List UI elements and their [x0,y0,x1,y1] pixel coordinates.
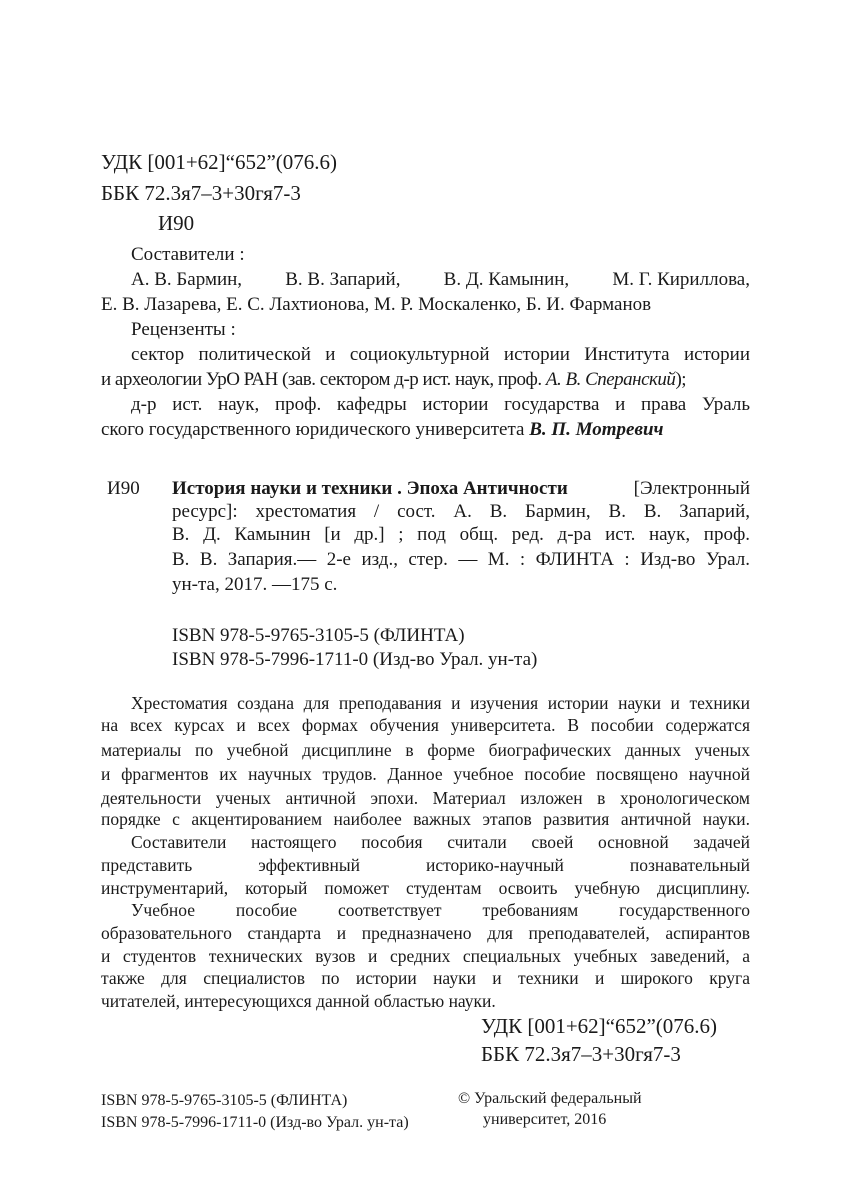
record-line-2: ресурс]: хрестоматия / сост. А. В. Бармин, В. В. Запарий, [172,501,750,522]
footer-bbk-code: ББК 72.3я7–3+30гя7-3 [481,1042,681,1066]
copyright-line-2: университет, 2016 [483,1111,607,1128]
compilers-line-1 [131,268,750,291]
reviewer-1-line-1: сектор политической и социокультурной истории Института истории [131,344,750,365]
compiler-name: В. В. Запарий, [285,269,401,290]
record-line-1: История науки и техники . Эпоха Античности [Электронный [172,478,750,499]
compilers-line-2: Е. В. Лазарева, Е. С. Лахтионова, М. Р. Москаленко, Б. И. Фарманов [101,294,652,315]
record-line-3: В. Д. Камынин [и др.] ; под общ. ред. д-ра ист. наук, проф. [172,524,750,545]
book-title: История науки и техники . Эпоха Античности [172,478,568,499]
record-line-5: ун-та, 2017. —175 с. [172,574,338,595]
compilers-label: Составители : [131,244,245,265]
abstract-line: читателей, интересующихся данной областью науки. [101,991,496,1011]
copyright-line-1: © Уральский федеральный [458,1090,642,1107]
abstract-line: на всех курсах и всех формах обучения университета. В пособии содержатся [101,715,750,735]
reviewer-2-line-1: д-р ист. наук, проф. кафедры истории государства и права Ураль [131,394,750,415]
abstract-line: Хрестоматия создана для преподавания и изучения истории науки и техники [131,693,750,713]
udk-code: УДК [001+62]“652”(076.6) [101,150,338,174]
abstract-line: и студентов технических вузов и средних специальных учебных заведений, а [101,946,750,966]
reviewer-1-line-2: и археологии УрО РАН (зав. сектором д-р ист. наук, проф. А. В. Сперанский); [101,369,687,390]
abstract-line: и фрагментов их научных трудов. Данное учебное пособие посвящено научной [101,764,750,784]
reviewer-2-name: В. П. Мотревич [529,419,664,440]
compiler-name: М. Г. Кириллова, [612,269,750,290]
record-isbn-2: ISBN 978-5-7996-1711-0 (Изд-во Урал. ун-та) [172,649,538,670]
compiler-name: В. Д. Камынин, [443,269,570,290]
bbk-code: ББК 72.3я7–3+30гя7-3 [101,181,301,205]
abstract-line: инструментарий, который поможет студентам освоить учебную дисциплину. [101,878,750,898]
abstract-line: деятельности ученых античной эпохи. Материал изложен в хронологическом [101,788,750,808]
compiler-name: А. В. Бармин, [131,269,243,290]
abstract-line: также для специалистов по истории науки и техники и широкого круга [101,968,750,988]
reviewer-1-head-name: А. В. Сперанский [545,369,676,390]
footer-udk-code: УДК [001+62]“652”(076.6) [481,1014,718,1038]
abstract-line: образовательного стандарта и предназначено для преподавателей, аспирантов [101,923,750,943]
imprint-isbn-2: ISBN 978-5-7996-1711-0 (Изд-во Урал. ун-та) [101,1114,409,1131]
imprint-isbn-1: ISBN 978-5-9765-3105-5 (ФЛИНТА) [101,1092,348,1109]
abstract-line: материалы по учебной дисциплине в форме биографических данных ученых [101,740,750,760]
record-isbn-1: ISBN 978-5-9765-3105-5 (ФЛИНТА) [172,625,465,646]
abstract-line: Учебное пособие соответствует требованиям государственного [131,900,750,920]
abstract-line: Составители настоящего пособия считали своей основной задачей [131,832,750,852]
record-line-4: В. В. Запария.— 2-е изд., стер. — М. : ФЛИНТА : Изд-во Урал. [172,549,750,570]
reviewer-2-line-2: ского государственного юридического университета В. П. Мотревич [101,419,664,440]
author-mark: И90 [158,211,195,235]
abstract-line: порядке с акцентированием наиболее важных этапов развития античной науки. [101,809,750,829]
abstract-line: представить эффективный историко-научный познавательный [101,855,750,875]
record-mark: И90 [107,478,140,499]
reviewers-label: Рецензенты : [131,319,236,340]
